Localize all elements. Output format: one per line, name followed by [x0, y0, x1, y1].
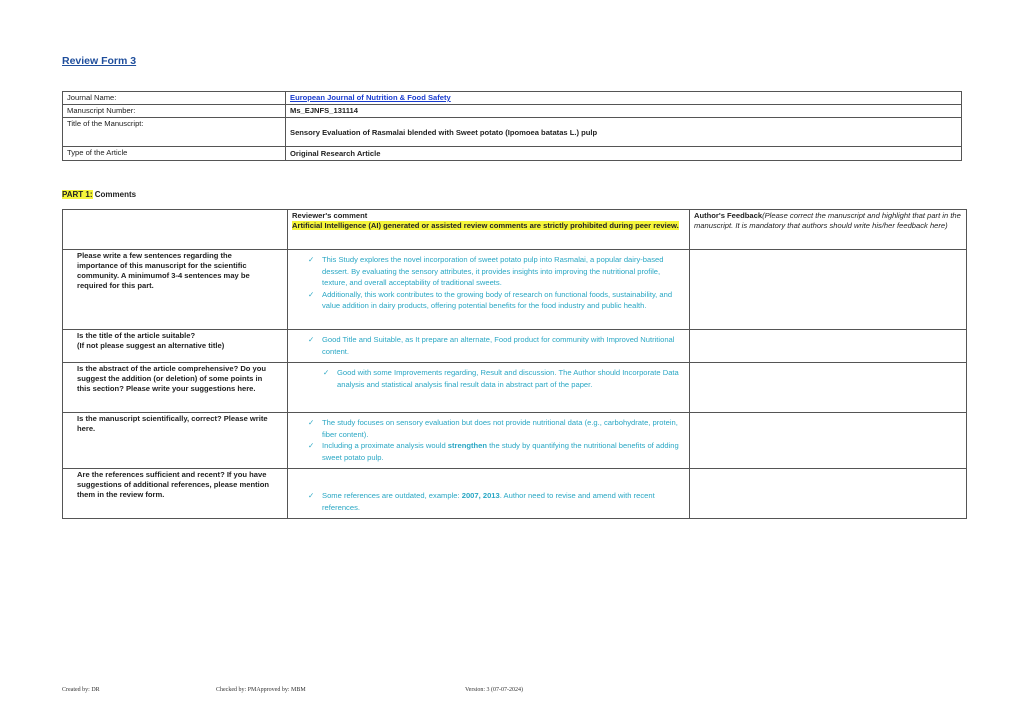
text-bold: strengthen — [447, 441, 488, 450]
form-title: Review Form 3 — [62, 55, 137, 67]
author-feedback-heading: Author's Feedback — [694, 211, 763, 220]
question-title: Is the title of the article suitable? (If not please suggest an alternative title) — [62, 329, 288, 363]
comment-item: ✓ Good Title and Suitable, as It prepare an alternate, Food product for community with Improved Nutritional content. — [322, 334, 685, 357]
value-journal — [285, 91, 962, 105]
text: Including a proximate analysis would — [322, 441, 448, 450]
footer-created: Created by: DR — [62, 687, 100, 693]
author-feedback-input[interactable] — [689, 329, 967, 363]
journal-link[interactable]: European Journal of Nutrition & Food Safety — [290, 93, 451, 102]
author-feedback-note: (Please correct the manuscript and highlight that part in the manuscript. It is mandatory that authors should write his/her feedback here) — [694, 211, 961, 230]
author-feedback-input[interactable] — [689, 468, 967, 519]
comment-abstract — [287, 362, 690, 413]
comment-item: ✓ The study focuses on sensory evaluation but does not provide nutritional data (e.g., carbohydrate, protein, fiber content). — [322, 417, 685, 440]
text: . Author need to revise and amend with recent references. — [322, 491, 655, 512]
value-title: Sensory Evaluation of Rasmalai blended with Sweet potato (Ipomoea batatas L.) pulp — [285, 117, 962, 147]
value-manuscript-number: Ms_EJNFS_131114 — [285, 104, 962, 118]
value-article-type: Original Research Article — [285, 146, 962, 161]
comment-importance — [287, 249, 690, 330]
footer-version: Version: 3 (07-07-2024) — [465, 687, 523, 693]
comment-item: ✓ Additionally, this work contributes to the growing body of research on functional foods, sustainability, and value addition in dairy products, offering potential benefits for the food industry and public health. — [322, 289, 685, 312]
author-feedback-input[interactable] — [689, 249, 967, 330]
question-scientific: Is the manuscript scientifically, correct? Please write here. — [62, 412, 288, 469]
comment-item — [322, 490, 685, 513]
header-reviewer — [287, 209, 690, 250]
ai-notice: Artificial Intelligence (AI) generated or assisted review comments are strictly prohibited during peer review. — [292, 221, 679, 230]
comment-item: ✓ This Study explores the novel incorporation of sweet potato pulp into Rasmalai, a popular dairy-based dessert. By evaluating the sensory attributes, it provides insights into improving the nutritional profile, texture, and overall acceptability of traditional sweets. — [322, 254, 685, 289]
author-feedback-input[interactable] — [689, 412, 967, 469]
comment-item: ✓ Good with some Improvements regarding, Result and discussion. The Author should Incorporate Data analysis and statistical analysis final result data in abstract part of the paper. — [337, 367, 685, 390]
part-heading — [62, 190, 136, 199]
label-title: Title of the Manuscript: — [62, 117, 286, 147]
text-bold: 2007, 2013 — [461, 491, 500, 500]
comment-scientific — [287, 412, 690, 469]
question-importance: Please write a few sentences regarding the importance of this manuscript for the scientific community. A minimumof 3-4 sentences may be required for this part. — [62, 249, 288, 330]
reviewer-comment-heading: Reviewer's comment — [292, 211, 368, 220]
question-references: Are the references sufficient and recent? If you have suggestions of additional references, please mention them in the review form. — [62, 468, 288, 519]
text: the study by quantifying the nutritional benefits of adding sweet potato pulp. — [322, 441, 679, 462]
label-manuscript-number: Manuscript Number: — [62, 104, 286, 118]
header-author — [689, 209, 967, 250]
label-journal: Journal Name: — [62, 91, 286, 105]
comment-references — [287, 468, 690, 519]
comment-title — [287, 329, 690, 363]
part-label: PART 1: — [62, 190, 93, 199]
footer-checked: Checked by: PMApproved by: MBM — [216, 687, 306, 693]
header-empty — [62, 209, 288, 250]
author-feedback-input[interactable] — [689, 362, 967, 413]
label-article-type: Type of the Article — [62, 146, 286, 161]
part-rest: Comments — [92, 190, 137, 199]
text: Some references are outdated, example: — [322, 491, 462, 500]
comment-item — [322, 440, 685, 463]
question-abstract: Is the abstract of the article comprehensive? Do you suggest the addition (or deletion) of some points in this section? Please write your suggestions here. — [62, 362, 288, 413]
